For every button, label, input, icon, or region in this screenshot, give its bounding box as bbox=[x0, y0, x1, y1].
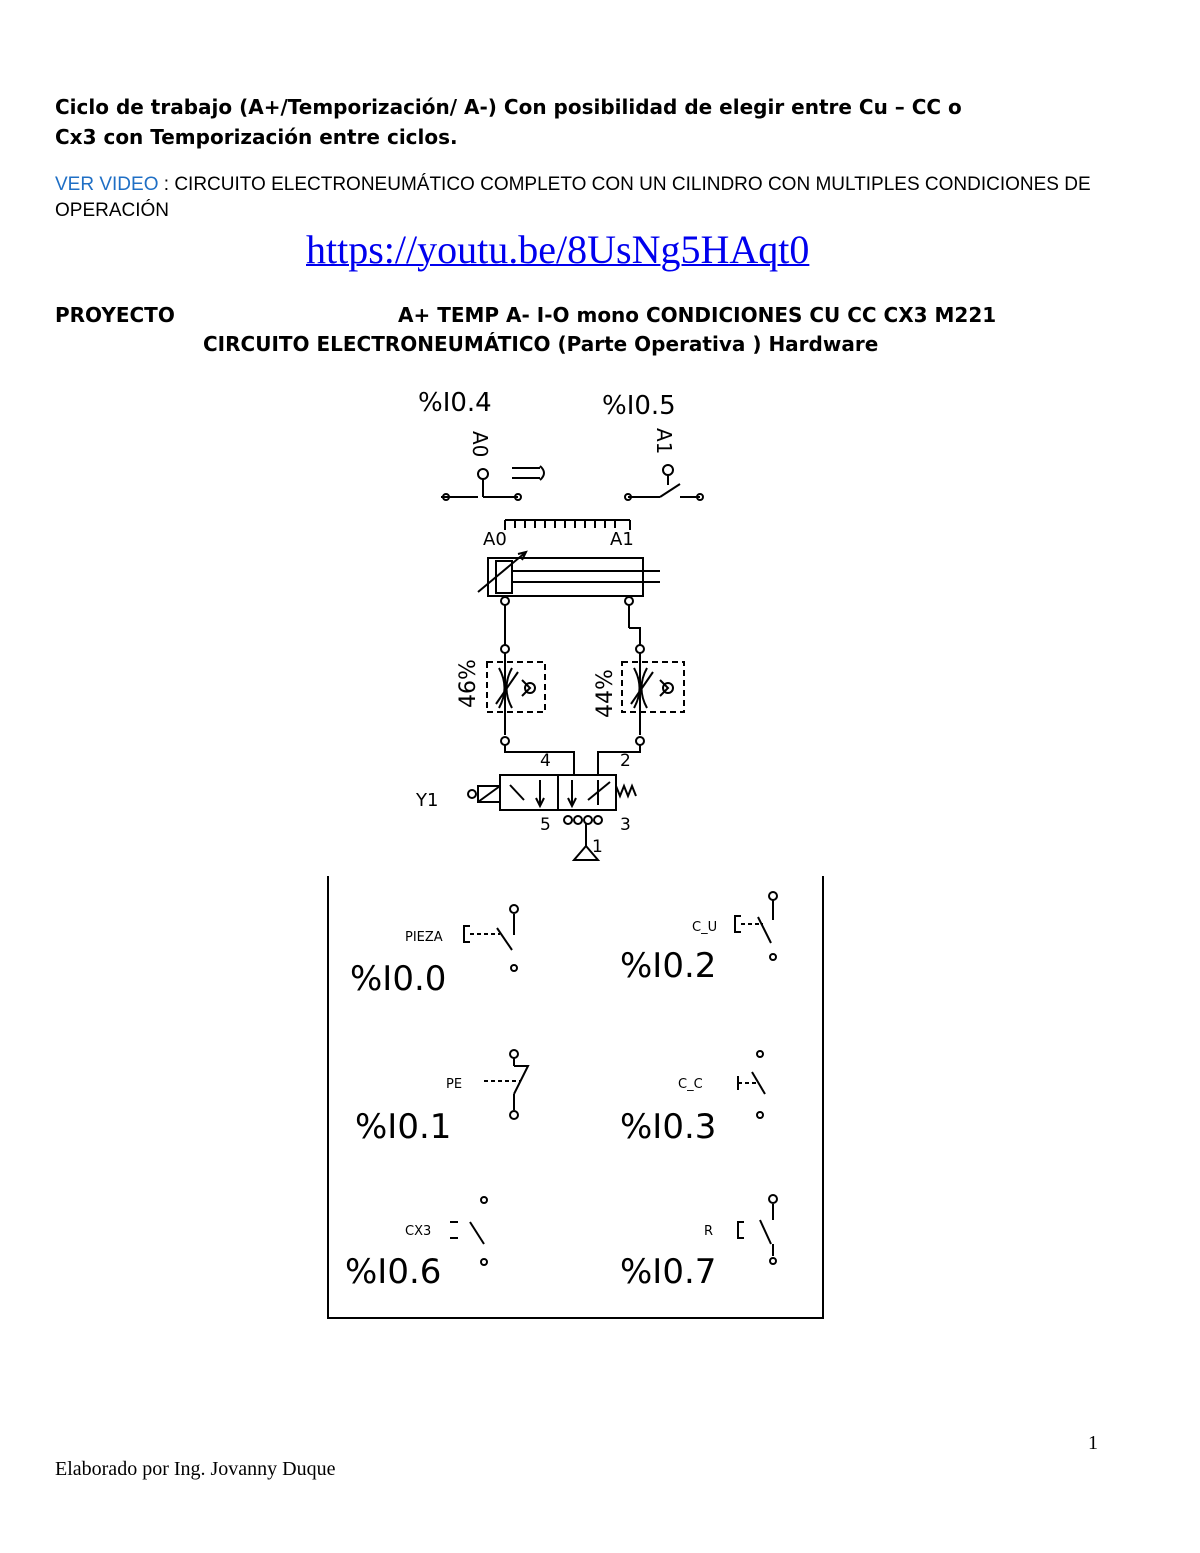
sensor-a1-symbol bbox=[625, 465, 703, 500]
port-5: 5 bbox=[540, 815, 551, 835]
video-label: VER VIDEO bbox=[55, 174, 159, 195]
port-3: 3 bbox=[620, 815, 631, 835]
input-label-c-c: C_C bbox=[678, 1077, 703, 1092]
input-address-i0-6: %I0.6 bbox=[345, 1252, 442, 1292]
input-label-r: R bbox=[704, 1224, 714, 1239]
video-separator: : bbox=[158, 174, 175, 195]
throttle-right-percent: 44% bbox=[593, 669, 618, 718]
directional-valve-5-2 bbox=[468, 775, 636, 860]
port-4: 4 bbox=[540, 751, 551, 771]
input-label-pe: PE bbox=[446, 1077, 463, 1092]
footer-author: Elaborado por Ing. Jovanny Duque bbox=[55, 1458, 336, 1480]
input-label-c-u: C_U bbox=[692, 920, 718, 935]
cylinder-a1-label: A1 bbox=[610, 529, 634, 550]
solenoid-y1: Y1 bbox=[416, 790, 439, 811]
sensor-a0-address: %I0.4 bbox=[418, 388, 492, 418]
sensor-a1-label: A1 bbox=[652, 428, 676, 455]
input-label-cx3: CX3 bbox=[405, 1224, 432, 1239]
video-description: CIRCUITO ELECTRONEUMÁTICO COMPLETO CON UN CILINDRO CON MULTIPLES CONDICIONES DE OPERACIÓN bbox=[55, 174, 1091, 221]
input-address-i0-3: %I0.3 bbox=[620, 1107, 717, 1147]
switch-r bbox=[738, 1195, 777, 1264]
input-label-pieza: PIEZA bbox=[405, 930, 443, 945]
input-address-i0-1: %I0.1 bbox=[355, 1107, 452, 1147]
heading-line-1: Ciclo de trabajo (A+/Temporización/ A-) Con posibilidad de elegir entre Cu – CC o bbox=[55, 95, 962, 119]
input-address-i0-2: %I0.2 bbox=[620, 946, 717, 986]
project-subtitle: CIRCUITO ELECTRONEUMÁTICO (Parte Operativa ) Hardware bbox=[203, 332, 879, 356]
project-label: PROYECTO bbox=[55, 303, 175, 327]
sensor-a0-label: A0 bbox=[468, 431, 492, 458]
switch-pieza bbox=[464, 905, 518, 971]
input-address-i0-0: %I0.0 bbox=[350, 959, 447, 999]
youtube-link[interactable]: https://youtu.be/8UsNg5HAqt0 bbox=[306, 227, 810, 272]
sensor-a1-address: %I0.5 bbox=[602, 391, 676, 421]
switch-cx3 bbox=[450, 1197, 487, 1265]
heading-line-2: Cx3 con Temporización entre ciclos. bbox=[55, 125, 458, 149]
cylinder-a0-label: A0 bbox=[483, 529, 507, 550]
throttle-valve-right bbox=[622, 662, 684, 712]
switch-pe bbox=[484, 1050, 528, 1119]
switch-c-c bbox=[738, 1051, 765, 1118]
throttle-valve-left bbox=[487, 662, 545, 712]
sensor-a0-symbol bbox=[441, 466, 544, 500]
input-address-i0-7: %I0.7 bbox=[620, 1252, 717, 1292]
port-2: 2 bbox=[620, 751, 631, 771]
throttle-left-percent: 46% bbox=[456, 659, 481, 708]
project-name: A+ TEMP A- I-O mono CONDICIONES CU CC CX3 M221 bbox=[398, 303, 997, 327]
port-1: 1 bbox=[592, 837, 603, 857]
switch-c-u bbox=[735, 892, 777, 960]
page-number: 1 bbox=[1088, 1432, 1098, 1454]
